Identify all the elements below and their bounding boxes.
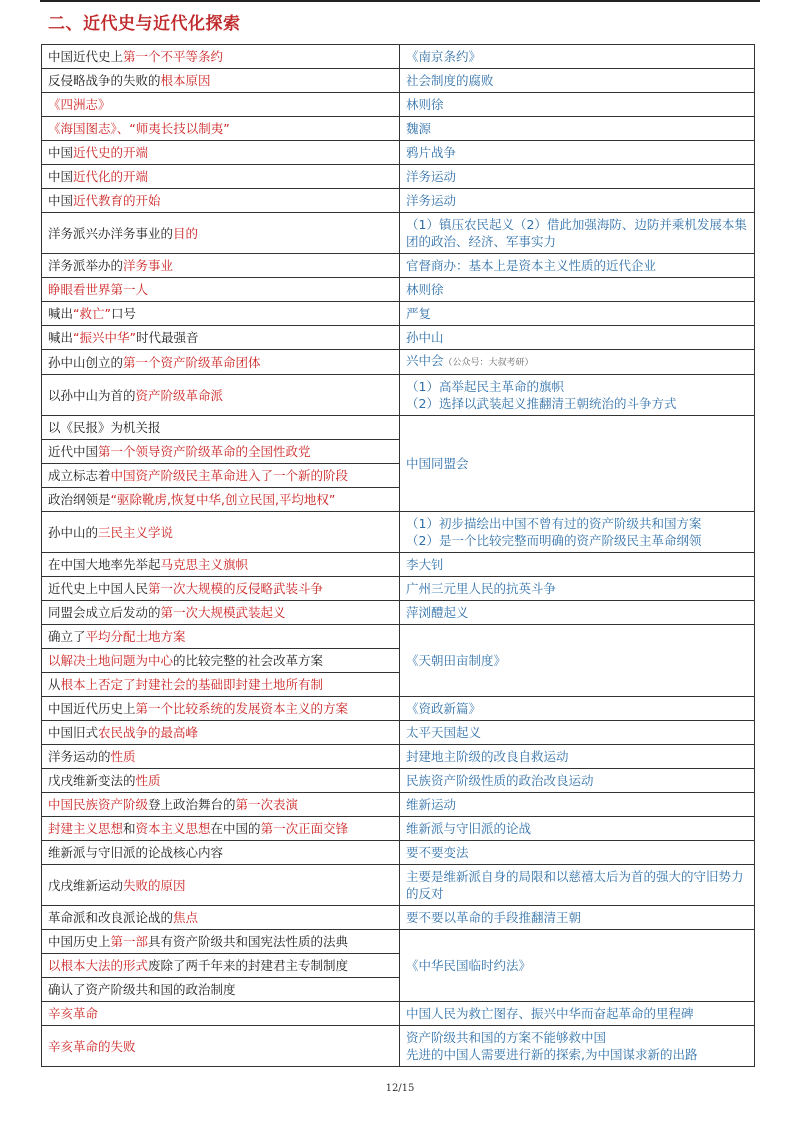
table-row [42,69,755,93]
table-row [42,577,755,601]
table-row [42,721,755,745]
value-cell: 《南京条约》 [400,45,755,69]
value-cell: 林则徐 [400,278,755,302]
table-row [42,793,755,817]
value-cell: 资产阶级共和国的方案不能够救中国 先进的中国人需要进行新的探索,为中国谋求新的出路 [400,1026,755,1067]
key-cell: 从根本上否定了封建社会的基础即封建土地所有制 [42,673,400,697]
table-row [42,93,755,117]
table-row [42,45,755,69]
key-cell: 革命派和改良派论战的焦点 [42,906,400,930]
key-cell: 孙中山创立的第一个资产阶级革命团体 [42,350,400,375]
key-cell: 中国历史上第一部具有资产阶级共和国宪法性质的法典 [42,930,400,954]
page-number: 12/15 [385,1083,415,1094]
table-row [42,141,755,165]
value-cell: 兴中会（公众号：大叔考研） [400,350,755,375]
top-rule [40,0,760,2]
key-cell: 封建主义思想和资本主义思想在中国的第一次正面交锋 [42,817,400,841]
table-row [42,769,755,793]
value-cell: 萍浏醴起义 [400,601,755,625]
key-cell: 辛亥革命的失败 [42,1026,400,1067]
value-cell: 孙中山 [400,326,755,350]
value-cell: 洋务运动 [400,189,755,213]
table-row [42,930,755,954]
table-row [42,213,755,254]
value-cell: 林则徐 [400,93,755,117]
value-cell: 中国人民为救亡图存、振兴中华而奋起革命的里程碑 [400,1002,755,1026]
value-cell: 中国同盟会 [400,416,755,512]
value-cell: 封建地主阶级的改良自救运动 [400,745,755,769]
key-cell: 确认了资产阶级共和国的政治制度 [42,978,400,1002]
table-row [42,350,755,375]
value-cell: 鸦片战争 [400,141,755,165]
value-cell: 李大钊 [400,553,755,577]
key-cell: 确立了平均分配土地方案 [42,625,400,649]
table-row [42,745,755,769]
table-row [42,817,755,841]
key-cell: 在中国大地率先举起马克思主义旗帜 [42,553,400,577]
key-cell: 戊戌维新运动失败的原因 [42,865,400,906]
table-row [42,302,755,326]
table-row [42,254,755,278]
table-row [42,416,755,440]
key-cell: 中国近代史上第一个不平等条约 [42,45,400,69]
table-row [42,375,755,416]
value-cell: 维新运动 [400,793,755,817]
key-cell: 中国近代教育的开始 [42,189,400,213]
key-cell: 喊出“振兴中华”时代最强音 [42,326,400,350]
value-cell: 维新派与守旧派的论战 [400,817,755,841]
key-cell: 洋务派兴办洋务事业的目的 [42,213,400,254]
key-cell: 中国近代化的开端 [42,165,400,189]
table-row [42,841,755,865]
value-cell: 严复 [400,302,755,326]
key-cell: 以根本大法的形式废除了两千年来的封建君主专制制度 [42,954,400,978]
table-row [42,865,755,906]
table-row [42,697,755,721]
key-cell: 中国近代历史上第一个比较系统的发展资本主义的方案 [42,697,400,721]
value-cell: 太平天国起义 [400,721,755,745]
key-cell: 中国旧式农民战争的最高峰 [42,721,400,745]
value-cell: 社会制度的腐败 [400,69,755,93]
key-cell: 戊戌维新变法的性质 [42,769,400,793]
key-cell: 孙中山的三民主义学说 [42,512,400,553]
key-cell: 睁眼看世界第一人 [42,278,400,302]
table-row [42,278,755,302]
table-row [42,553,755,577]
value-cell: 《中华民国临时约法》 [400,930,755,1002]
history-table [41,44,755,1067]
key-cell: 成立标志着中国资产阶级民主革命进入了一个新的阶段 [42,464,400,488]
key-cell: 近代中国第一个领导资产阶级革命的全国性政党 [42,440,400,464]
value-cell: 官督商办：基本上是资本主义性质的近代企业 [400,254,755,278]
value-cell: 民族资产阶级性质的政治改良运动 [400,769,755,793]
key-cell: 《四洲志》 [42,93,400,117]
value-cell: 广州三元里人民的抗英斗争 [400,577,755,601]
table-row [42,906,755,930]
key-cell: 以孙中山为首的资产阶级革命派 [42,375,400,416]
key-cell: 以解决土地问题为中心的比较完整的社会改革方案 [42,649,400,673]
key-cell: 维新派与守旧派的论战核心内容 [42,841,400,865]
value-cell: 魏源 [400,117,755,141]
key-cell: 反侵略战争的失败的根本原因 [42,69,400,93]
key-cell: 政治纲领是“驱除靴虏,恢复中华,创立民国,平均地权” [42,488,400,512]
table-row [42,512,755,553]
key-cell: 以《民报》为机关报 [42,416,400,440]
value-cell: （1）高举起民主革命的旗帜 （2）选择以武装起义推翻清王朝统治的斗争方式 [400,375,755,416]
value-cell: 主要是维新派自身的局限和以慈禧太后为首的强大的守旧势力的反对 [400,865,755,906]
value-cell: （1）镇压农民起义（2）借此加强海防、边防并乘机发展本集团的政治、经济、军事实力 [400,213,755,254]
section-title: 二、近代史与近代化探索 [48,14,241,34]
table-row [42,165,755,189]
watermark-note: （公众号：大叔考研） [443,358,534,368]
key-cell: 《海国图志》、“师夷长技以制夷” [42,117,400,141]
table-row [42,117,755,141]
key-cell: 辛亥革命 [42,1002,400,1026]
key-cell: 喊出“救亡”口号 [42,302,400,326]
value-cell: 洋务运动 [400,165,755,189]
key-cell: 中国民族资产阶级登上政治舞台的第一次表演 [42,793,400,817]
value-cell: 《资政新篇》 [400,697,755,721]
key-cell: 中国近代史的开端 [42,141,400,165]
table-row [42,1026,755,1067]
table-row [42,601,755,625]
key-cell: 近代史上中国人民第一次大规模的反侵略武装斗争 [42,577,400,601]
table-row [42,189,755,213]
value-cell: 《天朝田亩制度》 [400,625,755,697]
table-row [42,625,755,649]
table-row [42,326,755,350]
table-row [42,1002,755,1026]
value-cell: 要不要变法 [400,841,755,865]
value-cell: 要不要以革命的手段推翻清王朝 [400,906,755,930]
key-cell: 同盟会成立后发动的第一次大规模武装起义 [42,601,400,625]
key-cell: 洋务运动的性质 [42,745,400,769]
key-cell: 洋务派举办的洋务事业 [42,254,400,278]
value-cell: （1）初步描绘出中国不曾有过的资产阶级共和国方案 （2）是一个比较完整而明确的资产阶级民主革命纲领 [400,512,755,553]
